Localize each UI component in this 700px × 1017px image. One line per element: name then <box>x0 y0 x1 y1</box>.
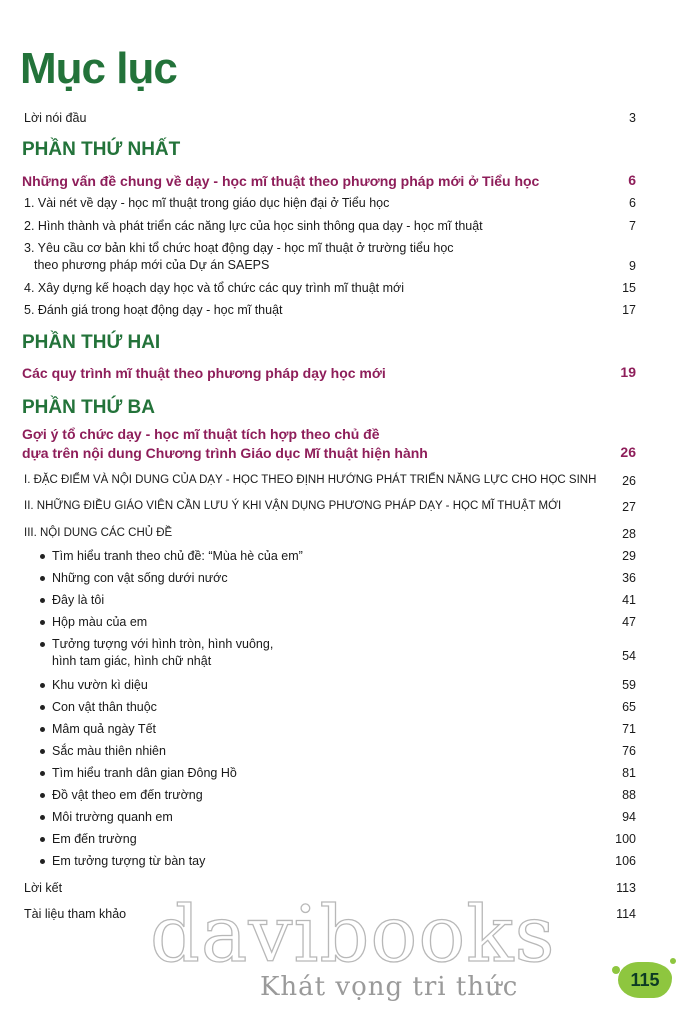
toc-entry-label: Lời nói đầu <box>24 111 87 125</box>
toc-entry-page: 7 <box>629 219 636 233</box>
toc-topic-page: 65 <box>622 700 636 714</box>
toc-topic-label <box>52 637 273 668</box>
toc-topic-label: Khu vườn kì diệu <box>52 678 148 692</box>
toc-topic-page: 76 <box>622 744 636 758</box>
toc-entry-page: 17 <box>622 303 636 317</box>
toc-entry-page: 9 <box>629 259 636 273</box>
toc-entry-label: 1. Vài nét về dạy - học mĩ thuật trong giáo dục hiện đại ở Tiểu học <box>24 196 390 210</box>
toc-topic-page: 100 <box>615 832 636 846</box>
toc-topic-label: Em tưởng tượng từ bàn tay <box>52 854 206 868</box>
toc-topic-label: Mâm quả ngày Tết <box>52 722 156 736</box>
toc-topic-page: 59 <box>622 678 636 692</box>
toc-topic-label: Con vật thân thuộc <box>52 700 157 714</box>
part-heading-1: PHẦN THỨ NHẤT <box>22 139 181 160</box>
toc-section-line2: dựa trên nội dung Chương trình Giáo dục Mĩ thuật hiện hành <box>22 445 428 461</box>
toc-entry-page: 113 <box>616 881 636 895</box>
toc-entry-label: Tài liệu tham khảo <box>24 907 127 921</box>
toc-topic-label: Đồ vật theo em đến trường <box>52 788 203 802</box>
toc-section-label <box>22 425 428 463</box>
toc-topic-page: 29 <box>622 549 636 563</box>
toc-entry-page: 28 <box>622 527 636 541</box>
toc-entry-label: I. ĐẶC ĐIỂM VÀ NỘI DUNG CỦA DẠY - HỌC THEO ĐỊNH HƯỚNG PHÁT TRIỂN NĂNG LỰC CHO HỌC SINH <box>24 474 597 486</box>
toc-entry-label: III. NỘI DUNG CÁC CHỦ ĐỀ <box>24 527 173 539</box>
toc-entry-label: 4. Xây dựng kế hoạch dạy học và tổ chức các quy trình mĩ thuật mới <box>24 281 404 295</box>
toc-entry-label: 2. Hình thành và phát triển các năng lực của học sinh thông qua dạy - học mĩ thuật <box>24 219 483 233</box>
toc-topic-label: Tìm hiểu tranh theo chủ đề: “Mùa hè của em” <box>52 549 303 563</box>
toc-topic-page: 88 <box>622 788 636 802</box>
toc-section-label: Các quy trình mĩ thuật theo phương pháp dạy học mới <box>22 365 386 381</box>
toc-entry-page: 3 <box>629 111 636 125</box>
toc-topic-page: 71 <box>622 722 636 736</box>
toc-entry-label: II. NHỮNG ĐIỀU GIÁO VIÊN CẦN LƯU Ý KHI VẬN DỤNG PHƯƠNG PHÁP DẠY - HỌC MĨ THUẬT MỚI <box>24 500 562 512</box>
toc-topic-label: Hộp màu của em <box>52 615 148 629</box>
toc-topic-page: 94 <box>622 810 636 824</box>
toc-topic-label: Những con vật sống dưới nước <box>52 571 228 585</box>
toc-topic-page: 36 <box>622 571 636 585</box>
page-number: 115 <box>630 970 660 990</box>
toc-entry-page: 15 <box>622 281 636 295</box>
toc-topic-label: Môi trường quanh em <box>52 810 173 824</box>
watermark-tagline: Khát vọng tri thức <box>260 972 519 1002</box>
splash-dot <box>670 958 676 964</box>
toc-entry-page: 114 <box>616 907 636 921</box>
toc-entry-line1: 3. Yêu cầu cơ bản khi tổ chức hoạt động dạy - học mĩ thuật ở trường tiểu học <box>24 241 454 255</box>
toc-topic-page: 81 <box>622 766 636 780</box>
toc-entry-page: 27 <box>622 500 636 514</box>
toc-entry-line2: theo phương pháp mới của Dự án SAEPS <box>34 258 270 272</box>
toc-topic-label: Sắc màu thiên nhiên <box>52 744 166 758</box>
toc-topic-page: 106 <box>615 854 636 868</box>
toc-topic-page: 54 <box>622 649 636 663</box>
toc-topic-page: 47 <box>622 615 636 629</box>
toc-section-page: 6 <box>628 172 636 188</box>
toc-entry-page: 6 <box>629 196 636 210</box>
watermark-brand: davibooks <box>150 890 556 980</box>
toc-entry-label: 5. Đánh giá trong hoạt động dạy - học mĩ thuật <box>24 303 283 317</box>
part-heading-3: PHẦN THỨ BA <box>22 397 155 418</box>
toc-section-label: Những vấn đề chung về dạy - học mĩ thuật theo phương pháp mới ở Tiểu học <box>22 173 540 189</box>
toc-topic-label: Đây là tôi <box>52 593 105 607</box>
toc-section-page: 26 <box>620 444 636 460</box>
part-heading-2: PHẦN THỨ HAI <box>22 332 161 353</box>
page-number-badge <box>618 962 672 998</box>
toc-section-line1: Gợi ý tổ chức dạy - học mĩ thuật tích hợp theo chủ đề <box>22 426 380 442</box>
toc-topic-label: Tìm hiểu tranh dân gian Đông Hồ <box>52 766 237 780</box>
toc-section-page: 19 <box>620 364 636 380</box>
toc-topic-line2: hình tam giác, hình chữ nhật <box>52 654 212 668</box>
toc-topic-page: 41 <box>622 593 636 607</box>
toc-entry-label <box>24 241 454 272</box>
toc-entry-page: 26 <box>622 474 636 488</box>
toc-topic-line1: Tưởng tượng với hình tròn, hình vuông, <box>52 637 274 651</box>
page-title: Mục lục <box>20 44 177 93</box>
toc-entry-label: Lời kết <box>24 881 63 895</box>
toc-topic-label: Em đến trường <box>52 832 137 846</box>
